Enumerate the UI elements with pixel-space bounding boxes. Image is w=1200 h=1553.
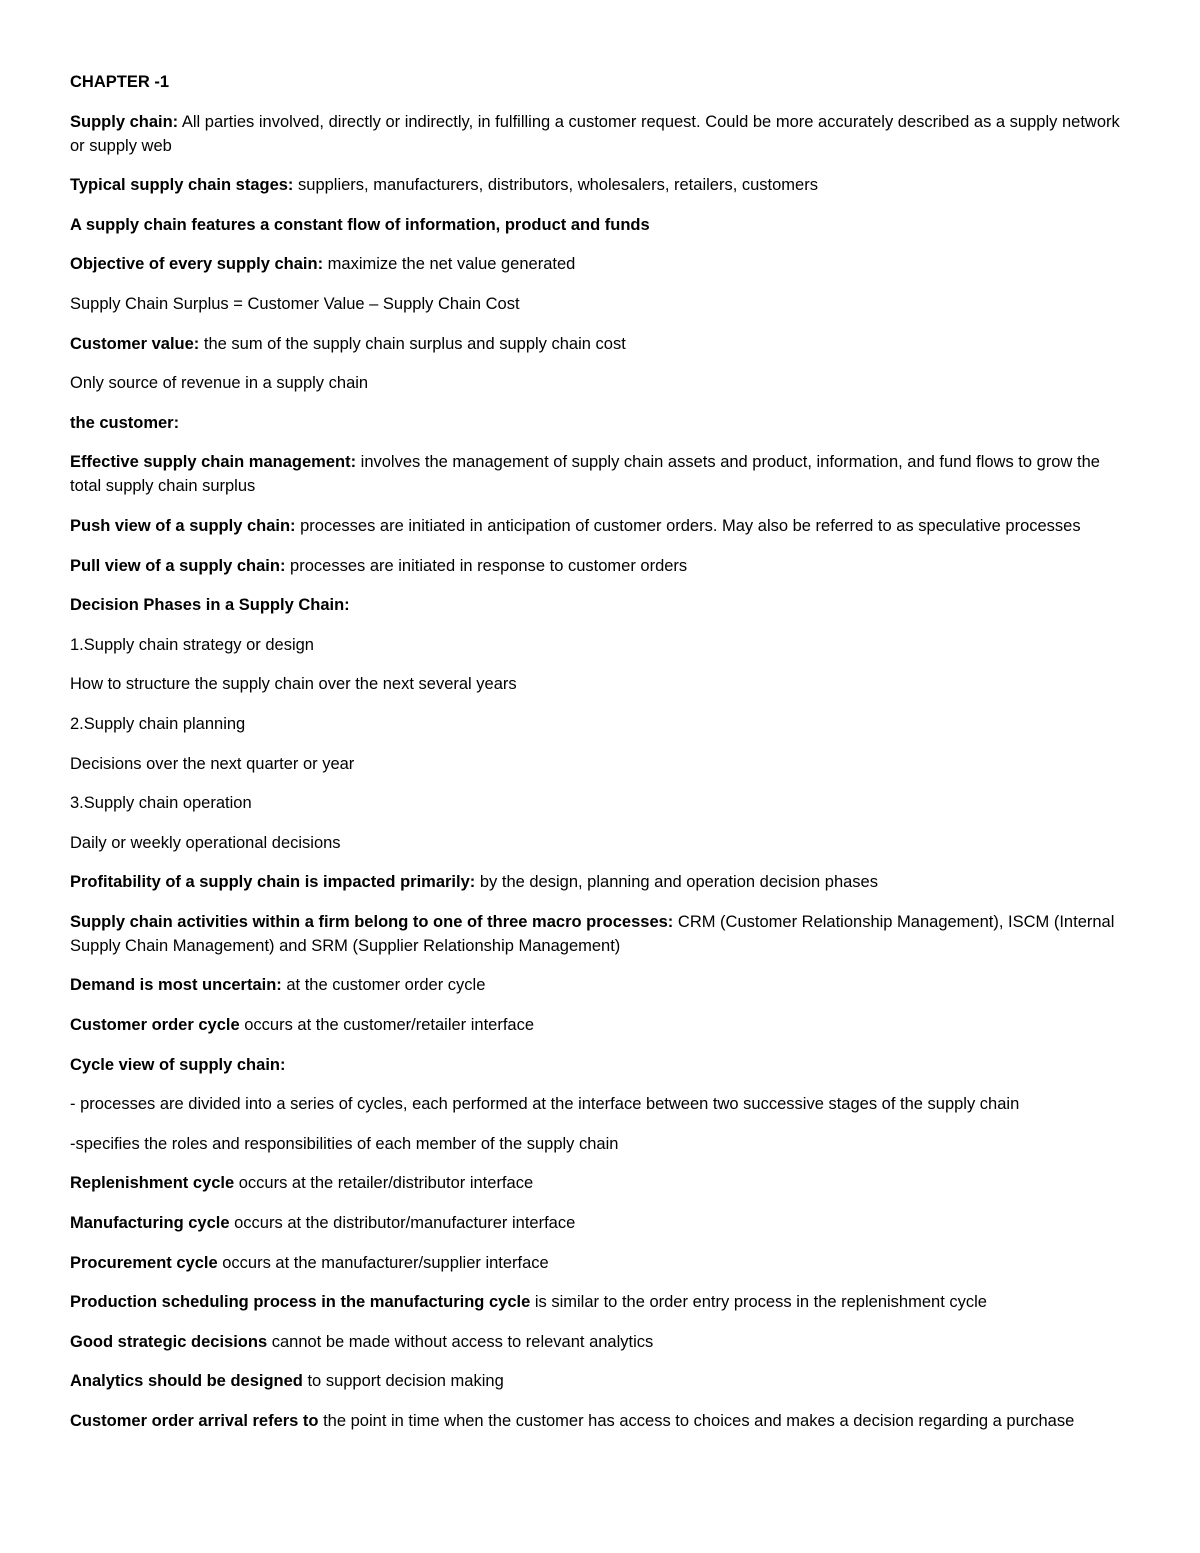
paragraph bbox=[70, 1053, 1120, 1077]
paragraph bbox=[70, 554, 1120, 578]
paragraph-term: the customer: bbox=[70, 413, 180, 432]
paragraph bbox=[70, 332, 1120, 356]
paragraph-text: maximize the net value generated bbox=[323, 255, 576, 274]
paragraph-text: the sum of the supply chain surplus and supply chain cost bbox=[199, 334, 626, 353]
paragraph-term: Supply chain: bbox=[70, 112, 179, 131]
paragraph bbox=[70, 1132, 1120, 1156]
paragraph-term: Good strategic decisions bbox=[70, 1332, 268, 1351]
paragraph-term: Push view of a supply chain: bbox=[70, 516, 296, 535]
paragraph-text: is similar to the order entry process in the replenishment cycle bbox=[530, 1293, 987, 1312]
paragraph-text: at the customer order cycle bbox=[281, 976, 486, 995]
paragraph-text: cannot be made without access to relevant analytics bbox=[267, 1332, 654, 1351]
paragraph-text: - processes are divided into a series of cycles, each performed at the interface between two successive stages of the supply chain bbox=[70, 1095, 1020, 1114]
paragraph-text: -specifies the roles and responsibilities of each member of the supply chain bbox=[70, 1134, 619, 1153]
paragraph-text: by the design, planning and operation decision phases bbox=[475, 873, 878, 892]
paragraph-text: How to structure the supply chain over the next several years bbox=[70, 675, 517, 694]
paragraph bbox=[70, 1251, 1120, 1275]
paragraph-text: 3.Supply chain operation bbox=[70, 794, 252, 813]
paragraph-text: Supply Chain Surplus = Customer Value – Supply Chain Cost bbox=[70, 294, 520, 313]
paragraph-term: Typical supply chain stages: bbox=[70, 176, 294, 195]
paragraph bbox=[70, 1013, 1120, 1037]
paragraph bbox=[70, 973, 1120, 997]
paragraph-text: occurs at the retailer/distributor interface bbox=[234, 1174, 534, 1193]
paragraph-text: 2.Supply chain planning bbox=[70, 714, 246, 733]
paragraph-term: Customer value: bbox=[70, 334, 200, 353]
paragraph bbox=[70, 110, 1120, 158]
paragraph bbox=[70, 292, 1120, 316]
paragraph-text: CRM (Customer Relationship Management), ISCM (Internal Supply Chain Management) and SRM (Supplier Relationship Management) bbox=[70, 912, 1115, 955]
paragraph bbox=[70, 1330, 1120, 1354]
paragraph-term: A supply chain features a constant flow of information, product and funds bbox=[70, 215, 650, 234]
paragraph bbox=[70, 252, 1120, 276]
paragraph-text: Daily or weekly operational decisions bbox=[70, 833, 341, 852]
paragraph-term: Demand is most uncertain: bbox=[70, 976, 282, 995]
paragraph-term: CHAPTER -1 bbox=[70, 73, 170, 91]
paragraph bbox=[70, 752, 1120, 776]
paragraph-text: the point in time when the customer has access to choices and makes a decision regarding a purchase bbox=[318, 1412, 1075, 1430]
paragraph-term: Pull view of a supply chain: bbox=[70, 556, 286, 575]
paragraph-term: Effective supply chain management: bbox=[70, 453, 357, 472]
paragraph bbox=[70, 672, 1120, 696]
paragraph bbox=[70, 1092, 1120, 1116]
paragraph bbox=[70, 213, 1120, 237]
paragraph-text: 1.Supply chain strategy or design bbox=[70, 635, 314, 654]
paragraph-term: Customer order arrival refers to bbox=[70, 1412, 319, 1430]
paragraph-term: Cycle view of supply chain: bbox=[70, 1055, 286, 1074]
paragraph bbox=[70, 1171, 1120, 1195]
paragraph-term: Procurement cycle bbox=[70, 1253, 218, 1272]
paragraph bbox=[70, 514, 1120, 538]
paragraph bbox=[70, 910, 1120, 958]
paragraph-text: Decisions over the next quarter or year bbox=[70, 754, 355, 773]
paragraph-text: to support decision making bbox=[302, 1372, 504, 1391]
paragraph bbox=[70, 450, 1120, 498]
paragraph-term: Replenishment cycle bbox=[70, 1174, 235, 1193]
paragraph-text: occurs at the manufacturer/supplier interface bbox=[217, 1253, 549, 1272]
paragraph-term: Objective of every supply chain: bbox=[70, 255, 324, 274]
paragraph bbox=[70, 411, 1120, 435]
paragraph bbox=[70, 371, 1120, 395]
paragraph-text: suppliers, manufacturers, distributors, wholesalers, retailers, customers bbox=[293, 176, 818, 195]
paragraph bbox=[70, 173, 1120, 197]
paragraph-term: Profitability of a supply chain is impacted primarily: bbox=[70, 873, 476, 892]
paragraph-text: occurs at the customer/retailer interface bbox=[239, 1016, 535, 1035]
paragraph bbox=[70, 633, 1120, 657]
paragraph-term: Customer order cycle bbox=[70, 1016, 240, 1035]
paragraph bbox=[70, 1409, 1120, 1433]
paragraph bbox=[70, 791, 1120, 815]
paragraph bbox=[70, 593, 1120, 617]
paragraph bbox=[70, 1211, 1120, 1235]
paragraph-term: Analytics should be designed bbox=[70, 1372, 303, 1391]
paragraph bbox=[70, 712, 1120, 736]
paragraph bbox=[70, 831, 1120, 855]
paragraph-text: All parties involved, directly or indirectly, in fulfilling a customer request. Could be more accurately described as a supply network or supply web bbox=[70, 112, 1120, 155]
paragraph-term: Manufacturing cycle bbox=[70, 1214, 230, 1233]
paragraph-term: Decision Phases in a Supply Chain: bbox=[70, 596, 350, 615]
paragraph bbox=[70, 70, 1120, 94]
document-page bbox=[70, 70, 1120, 1449]
paragraph-term: Supply chain activities within a firm belong to one of three macro processes: bbox=[70, 912, 674, 931]
paragraph-text: involves the management of supply chain assets and product, information, and fund flows to grow the total supply chain surplus bbox=[70, 453, 1100, 496]
paragraph bbox=[70, 1290, 1120, 1314]
paragraph bbox=[70, 1369, 1120, 1393]
paragraph bbox=[70, 870, 1120, 894]
paragraph-text: processes are initiated in response to customer orders bbox=[285, 556, 688, 575]
paragraph-text: processes are initiated in anticipation of customer orders. May also be referred to as speculative processes bbox=[295, 516, 1081, 535]
paragraph-term: Production scheduling process in the manufacturing cycle bbox=[70, 1293, 531, 1312]
paragraph-text: Only source of revenue in a supply chain bbox=[70, 374, 369, 393]
paragraph-text: occurs at the distributor/manufacturer interface bbox=[229, 1214, 576, 1233]
